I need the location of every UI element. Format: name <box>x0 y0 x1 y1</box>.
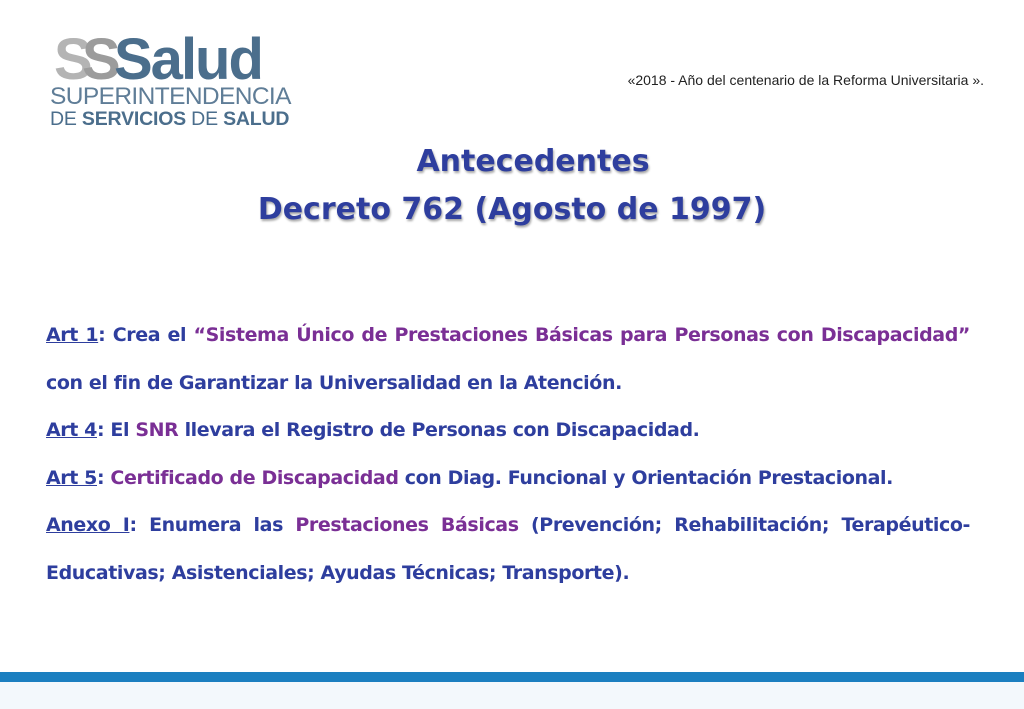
label-art-5: Art 5 <box>46 466 97 489</box>
footer-strip <box>0 682 1024 709</box>
slide-title <box>0 140 1024 236</box>
logo-line-2: DE SERVICIOS DE SALUD <box>50 108 290 130</box>
label-art-1: Art 1 <box>46 324 99 346</box>
title-line-2: Decreto 762 (Agosto de 1997) <box>257 192 767 227</box>
slide-body <box>46 312 970 597</box>
footer-bar <box>0 672 1024 682</box>
logo-s-right: S <box>82 27 115 92</box>
highlight-prestaciones: Prestaciones Básicas <box>295 514 519 536</box>
sss-logo <box>50 27 291 130</box>
label-art-4: Art 4 <box>46 419 97 441</box>
title-line-1: Antecedentes <box>416 144 650 179</box>
highlight-sistema-unico: “Sistema Único de Prestaciones Básicas para Personas con Discapacidad” <box>193 324 971 346</box>
label-anexo-1: Anexo I <box>46 514 130 536</box>
highlight-certificado: Certificado de Discapacidad <box>110 466 399 489</box>
logo-word: Salud <box>114 27 262 92</box>
header-motto: «2018 - Año del centenario de la Reforma Universitaria ». <box>627 72 984 88</box>
highlight-snr: SNR <box>135 419 179 441</box>
paragraph-art-4: Art 4: El SNR llevara el Registro de Personas con Discapacidad. <box>46 419 700 441</box>
paragraph-art-1: Art 1: Crea el “Sistema Único de Prestaciones Básicas para Personas con Discapacidad” con el fin de Garantizar la Universalidad en la Atención. <box>46 324 971 394</box>
paragraph-art-5: Art 5: Certificado de Discapacidad con Diag. Funcional y Orientación Prestacional. <box>46 466 893 489</box>
logo-s-left: S <box>54 27 87 92</box>
paragraph-anexo-1: Anexo I: Enumera las Prestaciones Básicas (Prevención; Rehabilitación; Terapéutico-Educativas; Asistenciales; Ayudas Técnicas; Transporte). <box>46 514 970 584</box>
logo-line-1: SUPERINTENDENCIA <box>50 83 291 110</box>
